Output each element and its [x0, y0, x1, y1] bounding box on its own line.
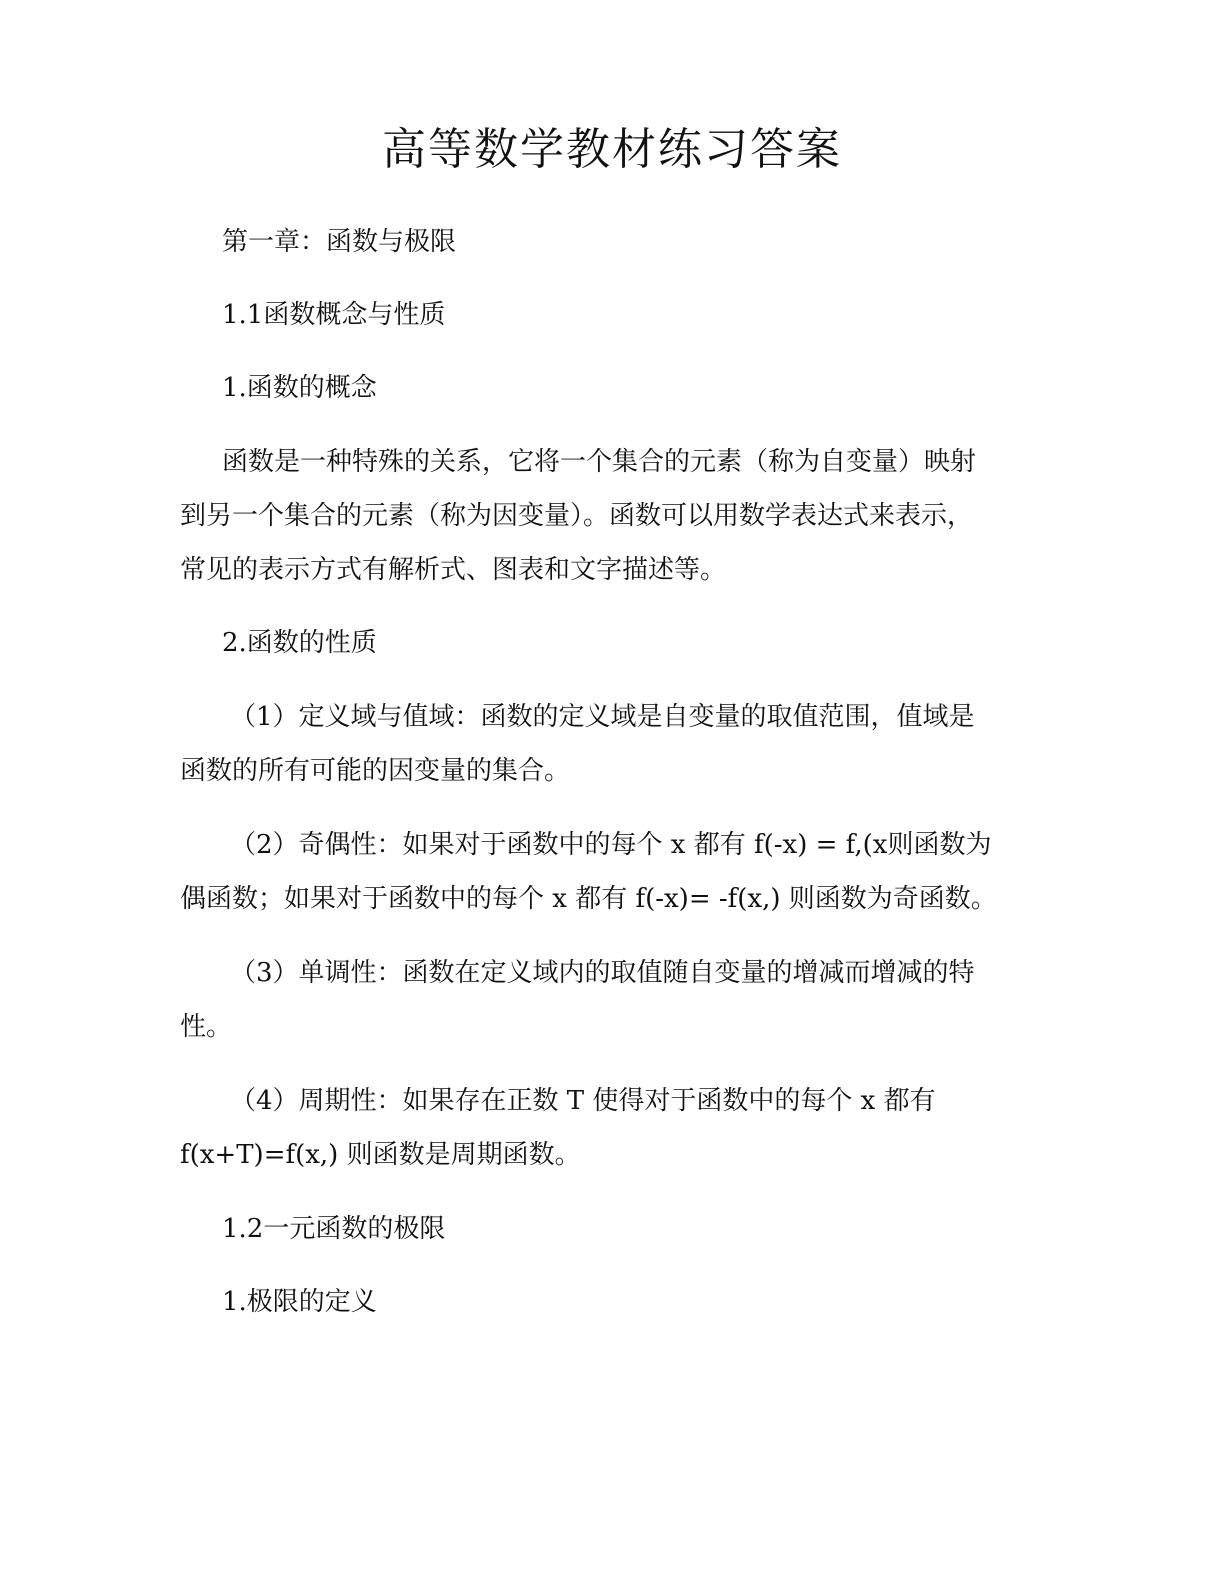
paragraph-concept-line-2: 到另一个集合的元素（称为因变量）。函数可以用数学表达式来表示， — [180, 501, 974, 531]
property-2-line-1: （2）奇偶性：如果对于函数中的每个 x 都有 f(-x) = f,(x则函数为 — [230, 830, 992, 860]
property-3-line-1: （3）单调性：函数在定义域内的取值随自变量的增减而增减的特 — [230, 958, 975, 988]
paragraph-concept-line-3: 常见的表示方式有解析式、图表和文字描述等。 — [180, 555, 727, 585]
section-heading-1-2: 1.2一元函数的极限 — [222, 1214, 446, 1244]
subheading-function-properties: 2.函数的性质 — [222, 628, 377, 658]
property-3-line-2: 性。 — [180, 1012, 233, 1042]
chapter-heading: 第一章：函数与极限 — [222, 227, 457, 257]
subheading-function-concept: 1.函数的概念 — [222, 373, 377, 403]
property-1-line-2: 函数的所有可能的因变量的集合。 — [180, 756, 571, 786]
property-4-line-1: （4）周期性：如果存在正数 T 使得对于函数中的每个 x 都有 — [230, 1086, 936, 1116]
section-heading-1-1: 1.1函数概念与性质 — [222, 300, 446, 330]
property-1-line-1: （1）定义域与值域：函数的定义域是自变量的取值范围，值域是 — [230, 702, 975, 732]
property-2-line-2: 偶函数；如果对于函数中的每个 x 都有 f(-x)= -f(x,) 则函数为奇函数。 — [180, 884, 997, 914]
paragraph-concept-line-1: 函数是一种特殊的关系，它将一个集合的元素（称为自变量）映射 — [222, 447, 977, 477]
document-title: 高等数学教材练习答案 — [382, 124, 842, 175]
property-4-line-2: f(x+T)=f(x,) 则函数是周期函数。 — [180, 1140, 581, 1170]
subheading-limit-definition: 1.极限的定义 — [222, 1287, 377, 1317]
